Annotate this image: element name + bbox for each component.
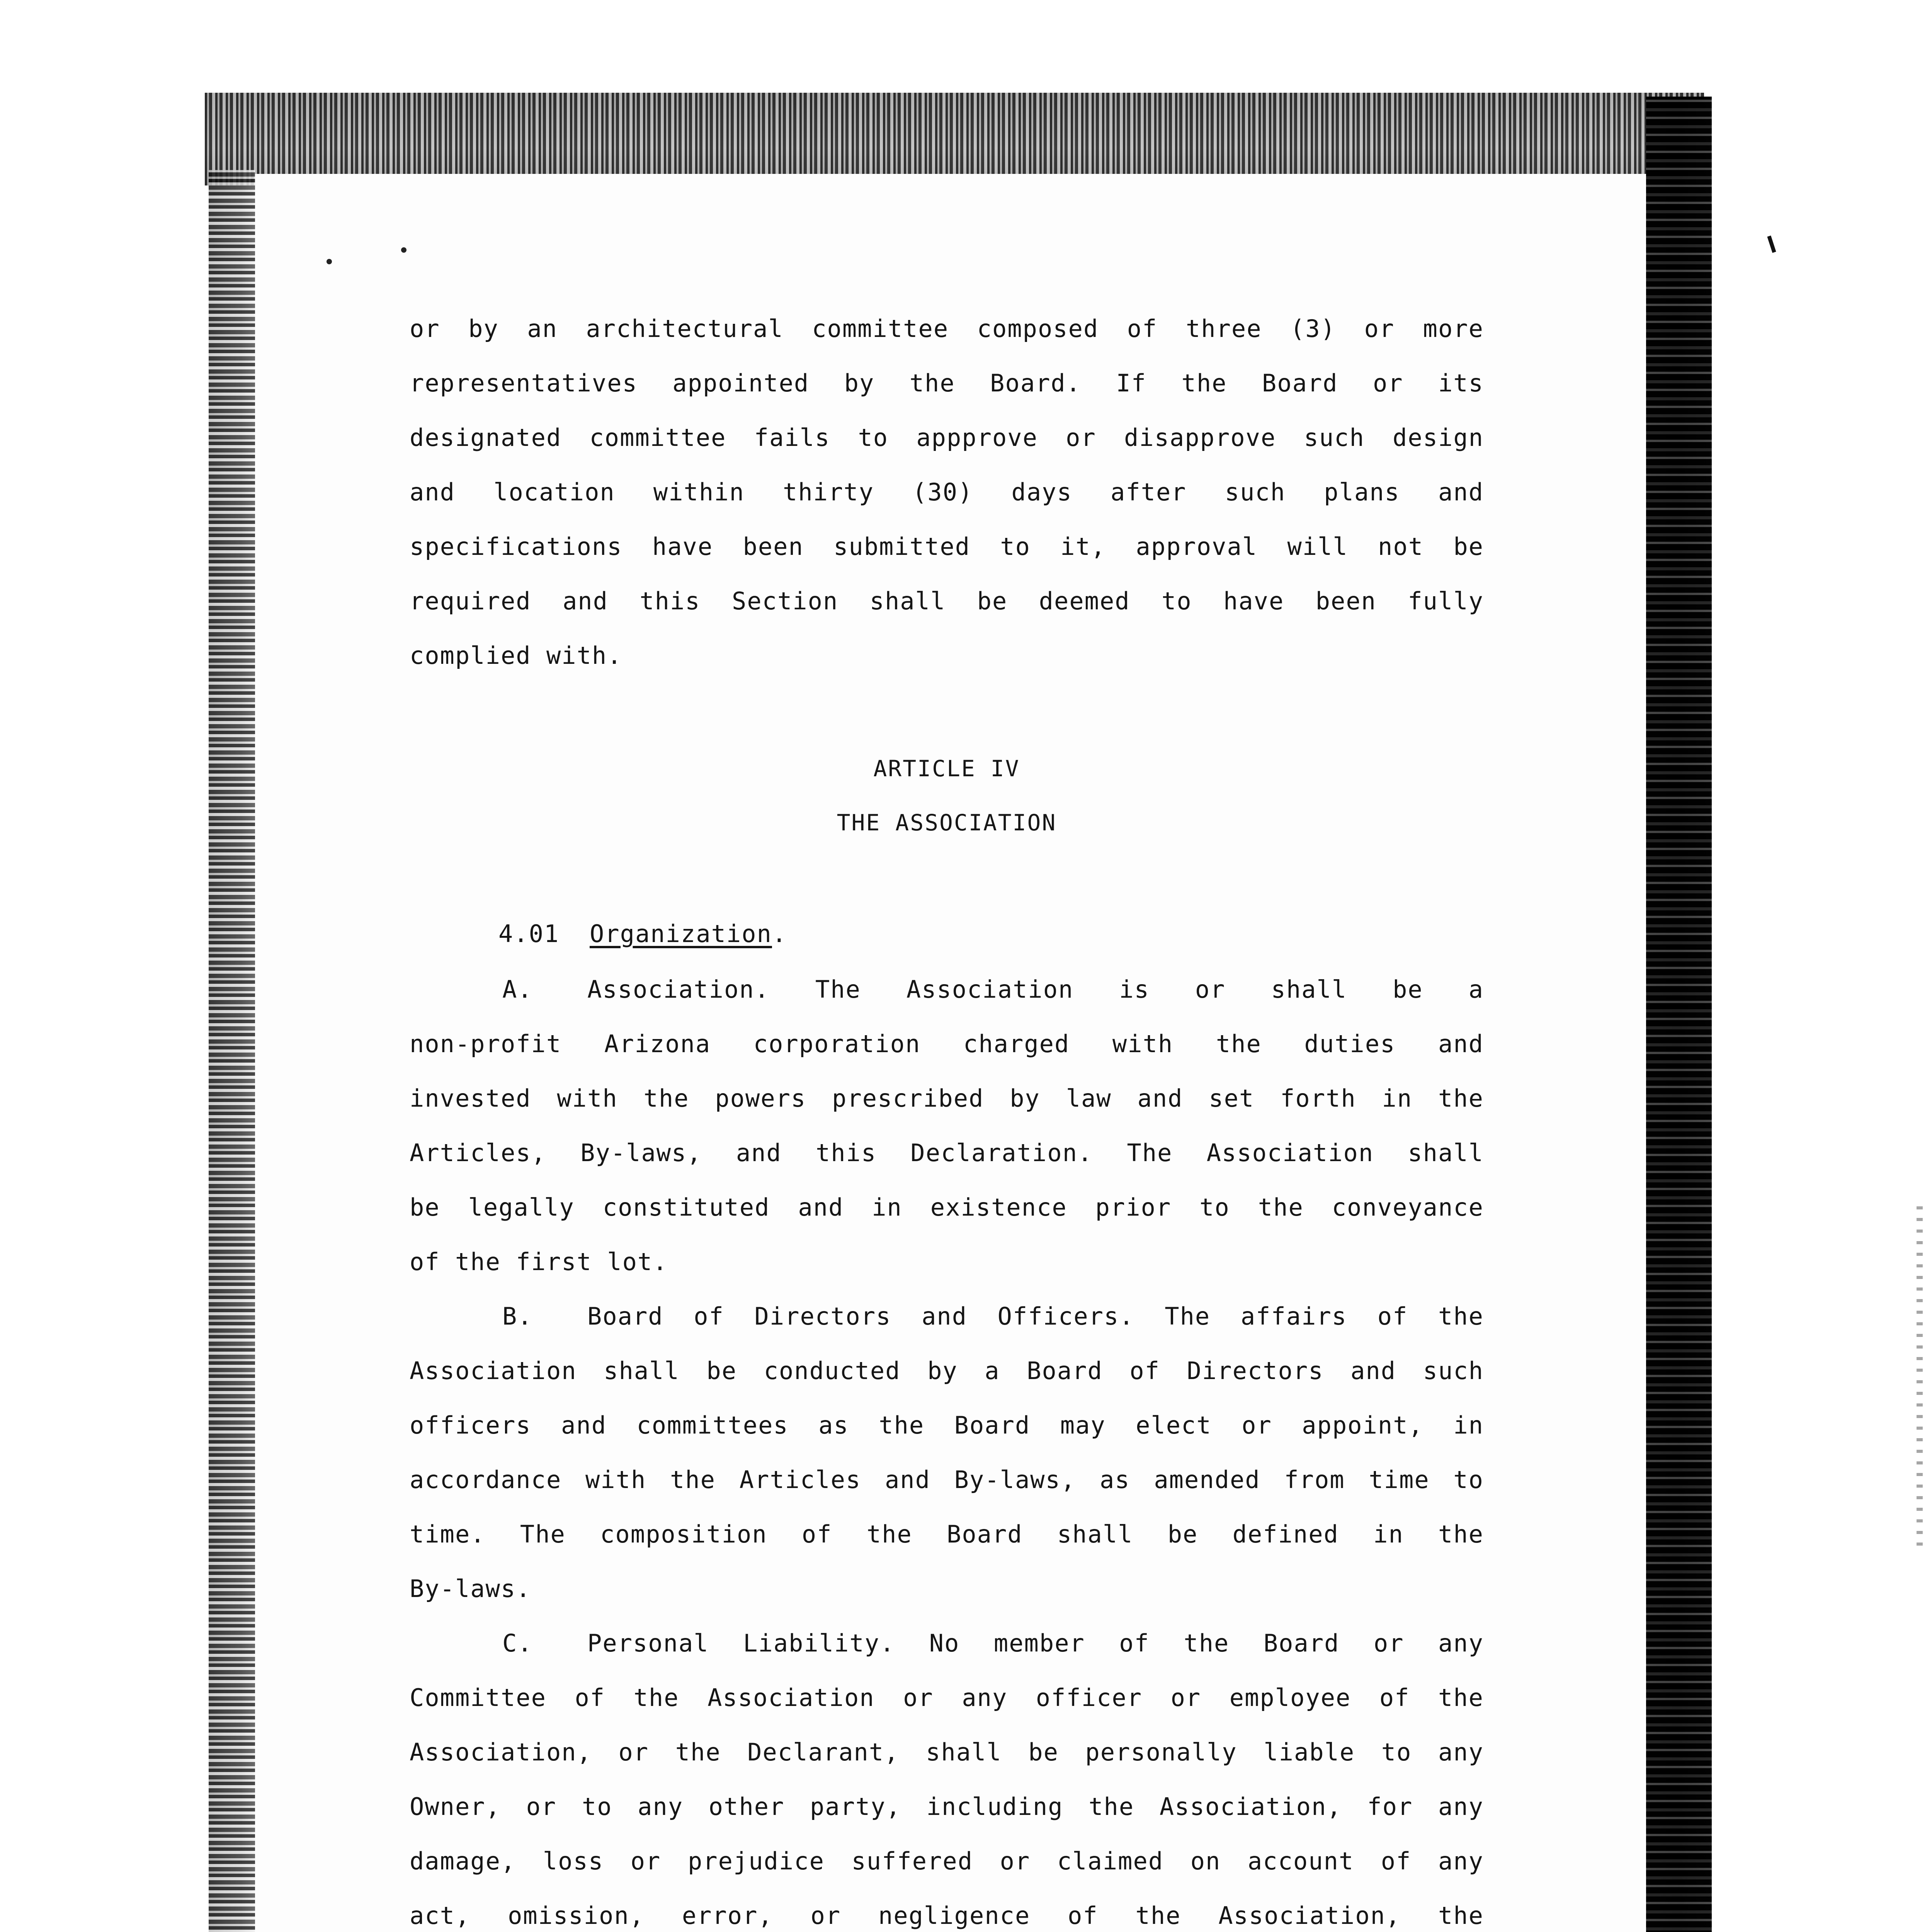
- paragraph-a: [410, 962, 1484, 1289]
- text-line: non-profit Arizona corporation charged with the duties and: [410, 1030, 1484, 1058]
- text-line: representatives appointed by the Board. If the Board or its: [410, 369, 1484, 397]
- intro-paragraph: [410, 301, 1484, 683]
- text-line: required and this Section shall be deemed to have been fully: [410, 587, 1484, 615]
- article-number: ARTICLE IV: [873, 755, 1020, 782]
- section-number: 4.01: [498, 920, 560, 948]
- text-line: designated committee fails to appprove or disapprove such design: [410, 423, 1484, 452]
- text-line: specifications have been submitted to it, approval will not be: [410, 532, 1484, 561]
- paragraph-c: [410, 1616, 1484, 1932]
- scan-border-top: [205, 93, 1704, 185]
- text-line: By-laws.: [410, 1575, 531, 1603]
- stray-mark: [1767, 236, 1776, 253]
- text-line: Personal Liability. No member of the Board or any: [587, 1629, 1484, 1657]
- text-line: time. The composition of the Board shall be defined in the: [410, 1520, 1484, 1548]
- paragraph-label: B.: [502, 1302, 533, 1330]
- text-line: act, omission, error, or negligence of the Association, the: [410, 1901, 1484, 1930]
- section-title: Organization: [589, 920, 772, 948]
- scan-edge-dashes: [1917, 1198, 1923, 1546]
- text-line: complied with.: [410, 641, 622, 670]
- text-line: Association shall be conducted by a Board of Directors and such: [410, 1357, 1484, 1385]
- paragraph-c-first-line: [410, 1616, 1484, 1670]
- scan-border-left: [209, 170, 255, 1932]
- paragraph-label: A.: [502, 975, 533, 1003]
- text-line: Board of Directors and Officers. The affairs of the: [587, 1302, 1484, 1330]
- section-heading: [498, 920, 787, 948]
- stray-dot: [327, 259, 332, 264]
- text-line: Articles, By-laws, and this Declaration. The Association shall: [410, 1139, 1484, 1167]
- text-line: invested with the powers prescribed by law and set forth in the: [410, 1084, 1484, 1112]
- paragraph-a-first-line: [410, 962, 1484, 1017]
- text-line: accordance with the Articles and By-laws, as amended from time to: [410, 1466, 1484, 1494]
- text-line: and location within thirty (30) days after such plans and: [410, 478, 1484, 506]
- text-line: Committee of the Association or any officer or employee of the: [410, 1684, 1484, 1712]
- paragraph-label: C.: [502, 1629, 533, 1657]
- text-line: officers and committees as the Board may elect or appoint, in: [410, 1411, 1484, 1439]
- text-line: or by an architectural committee composed of three (3) or more: [410, 315, 1484, 343]
- article-title: THE ASSOCIATION: [837, 810, 1057, 836]
- stray-dot: [401, 247, 406, 253]
- text-line: Association, or the Declarant, shall be personally liable to any: [410, 1738, 1484, 1766]
- paragraph-b-first-line: [410, 1289, 1484, 1344]
- text-line: Association. The Association is or shall be a: [587, 975, 1484, 1003]
- text-line: Owner, or to any other party, including the Association, for any: [410, 1793, 1484, 1821]
- section-title-suffix: .: [772, 920, 787, 948]
- paragraph-b: [410, 1289, 1484, 1616]
- text-line: of the first lot.: [410, 1248, 668, 1276]
- text-line: be legally constituted and in existence prior to the conveyance: [410, 1193, 1484, 1221]
- scan-border-right: [1646, 97, 1712, 1932]
- text-line: damage, loss or prejudice suffered or claimed on account of any: [410, 1847, 1484, 1875]
